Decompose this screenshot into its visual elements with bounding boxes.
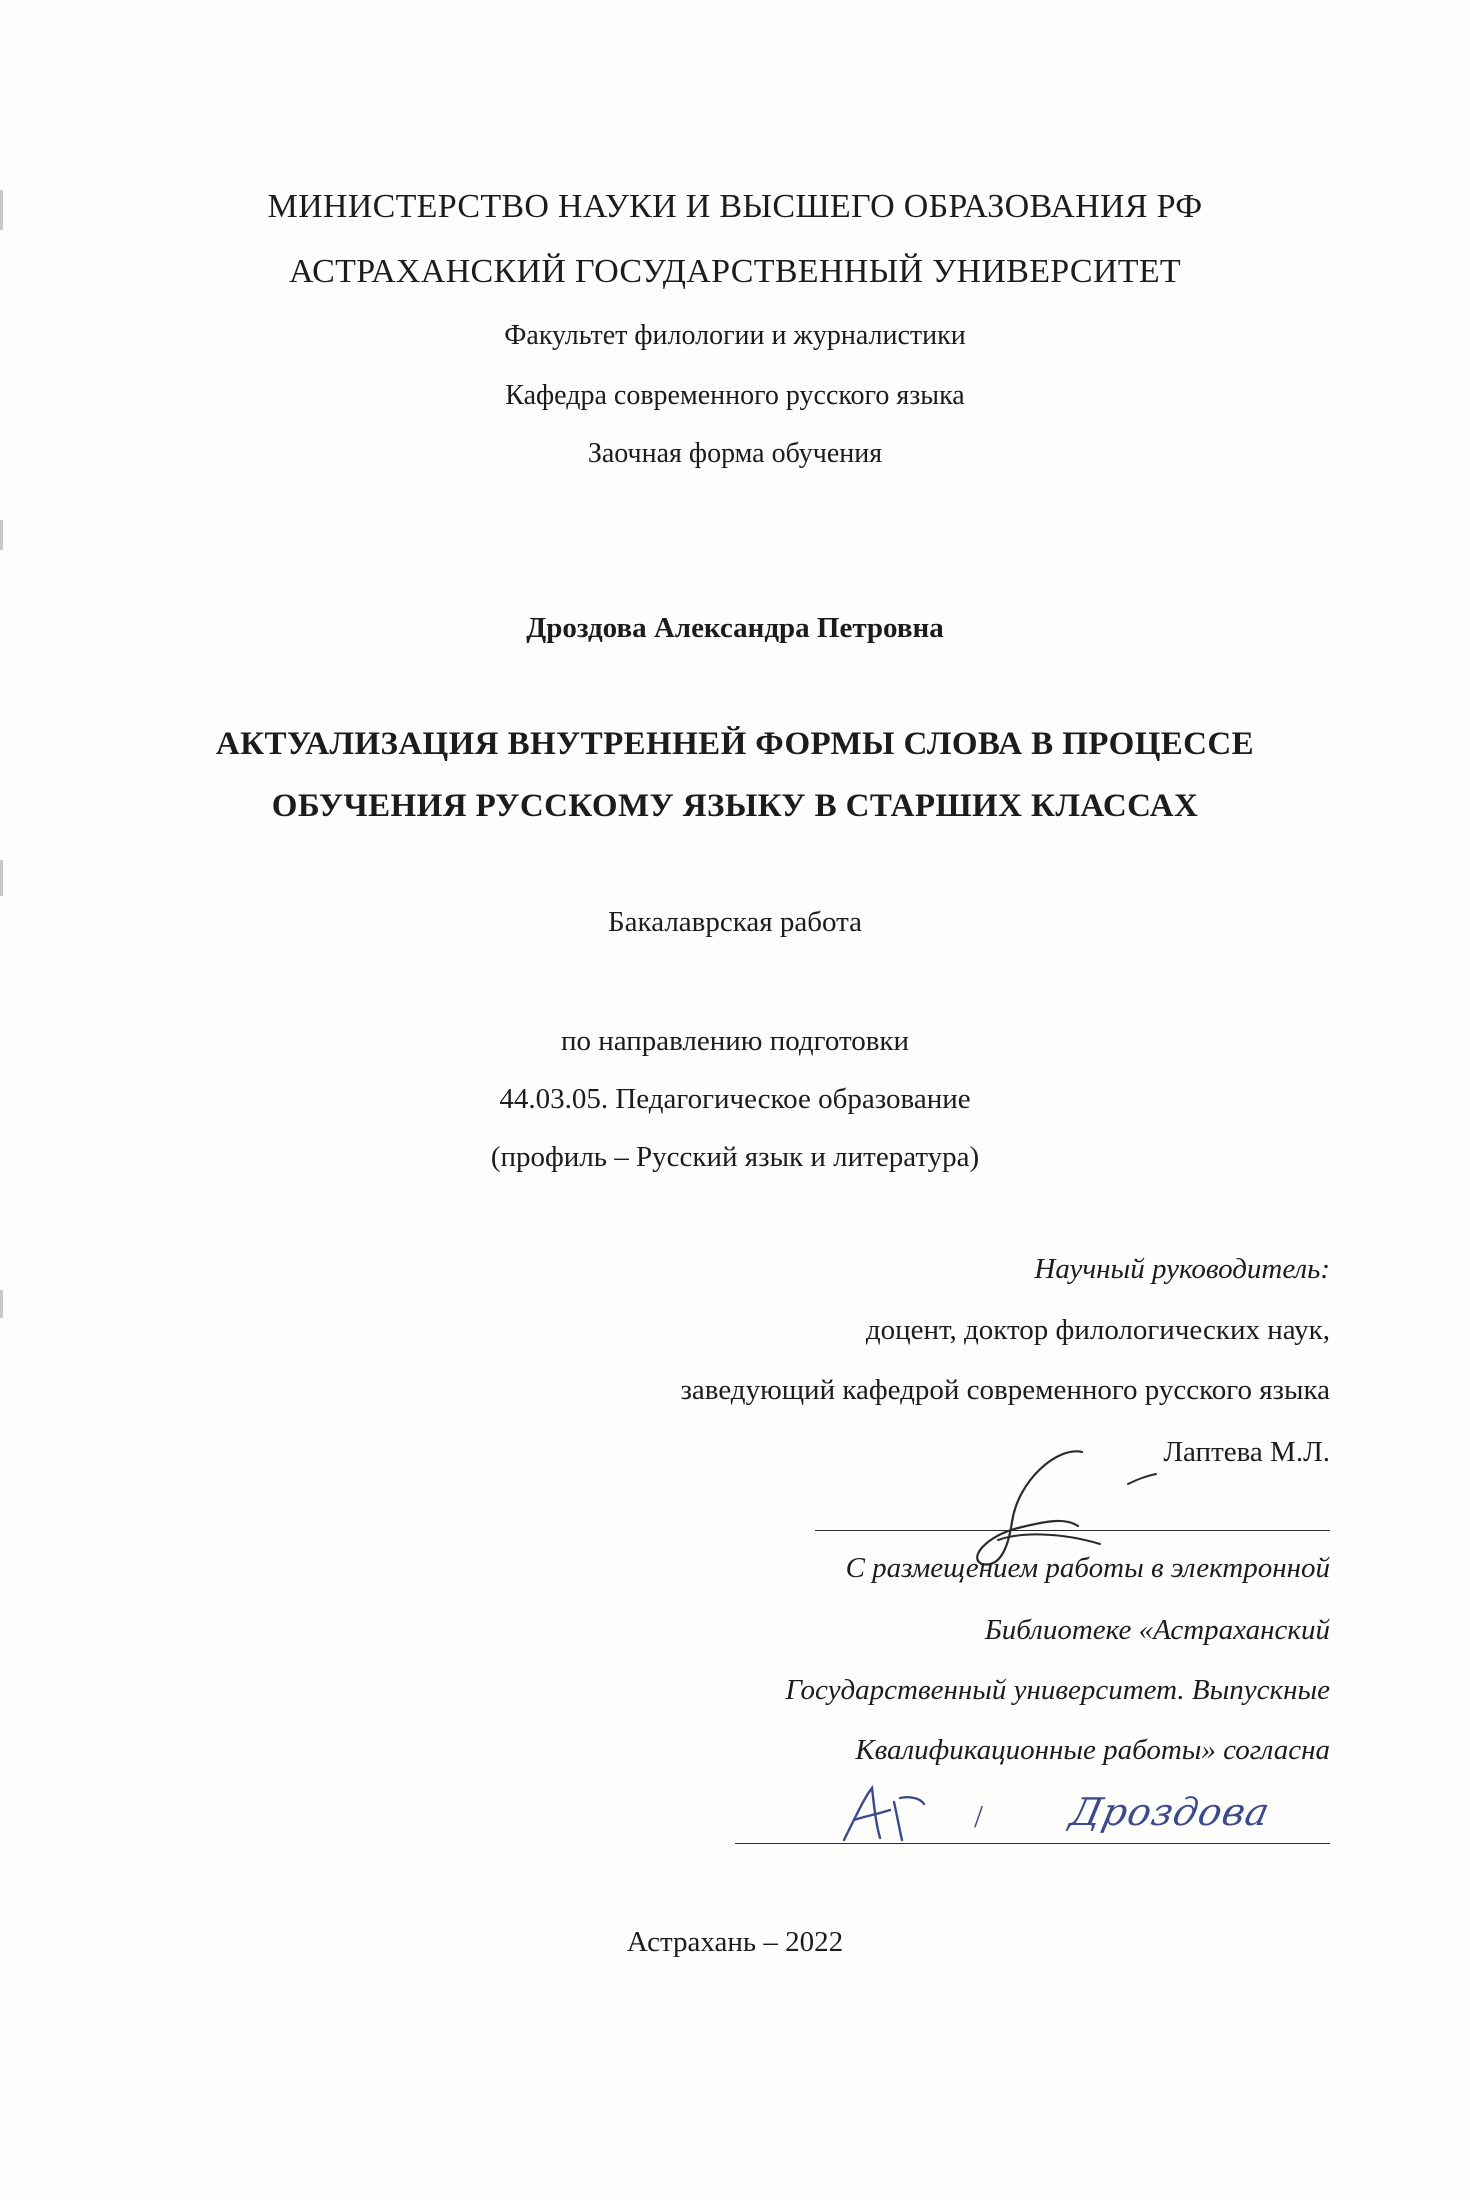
- thesis-title-line-2: ОБУЧЕНИЯ РУССКОМУ ЯЗЫКУ В СТАРШИХ КЛАССАХ: [271, 788, 1199, 824]
- supervisor-degree: доцент, доктор филологических наук,: [865, 1314, 1330, 1346]
- faculty-name: Факультет филологии и журналистики: [504, 320, 966, 351]
- city-year: Астрахань – 2022: [626, 1926, 844, 1958]
- direction-code: 44.03.05. Педагогическое образование: [499, 1083, 971, 1115]
- university-name: АСТРАХАНСКИЙ ГОСУДАРСТВЕННЫЙ УНИВЕРСИТЕТ: [289, 253, 1181, 290]
- supervisor-heading: Научный руководитель:: [1034, 1253, 1330, 1285]
- supervisor-position: заведующий кафедрой современного русского языка: [680, 1374, 1330, 1406]
- consent-line-4: Квалификационные работы» согласна: [855, 1734, 1330, 1766]
- consent-line-3: Государственный университет. Выпускные: [785, 1674, 1330, 1706]
- thesis-title-line-1: АКТУАЛИЗАЦИЯ ВНУТРЕННЕЙ ФОРМЫ СЛОВА В ПРОЦЕССЕ: [215, 726, 1255, 762]
- work-type: Бакалаврская работа: [608, 906, 862, 938]
- consent-line-1: С размещением работы в электронной: [845, 1552, 1330, 1584]
- direction-label: по направлению подготовки: [560, 1025, 910, 1057]
- consent-line-2: Библиотеке «Астраханский: [984, 1614, 1330, 1646]
- direction-profile: (профиль – Русский язык и литература): [490, 1141, 980, 1173]
- scan-edge-mark: [0, 520, 3, 550]
- ministry-name: МИНИСТЕРСТВО НАУКИ И ВЫСШЕГО ОБРАЗОВАНИЯ РФ: [267, 188, 1203, 225]
- study-form: Заочная форма обучения: [587, 438, 883, 469]
- scan-edge-mark: [0, 860, 3, 896]
- supervisor-name: Лаптева М.Л.: [1163, 1436, 1330, 1468]
- consent-signature-line: [735, 1843, 1330, 1844]
- student-initials-signature: [838, 1780, 928, 1860]
- author-name: Дроздова Александра Петровна: [526, 612, 944, 644]
- student-handwritten-surname: Дроздова: [1066, 1790, 1275, 1834]
- consent-separator: /: [974, 1798, 983, 1834]
- department-name: Кафедра современного русского языка: [505, 380, 965, 411]
- scan-edge-mark: [0, 1290, 3, 1318]
